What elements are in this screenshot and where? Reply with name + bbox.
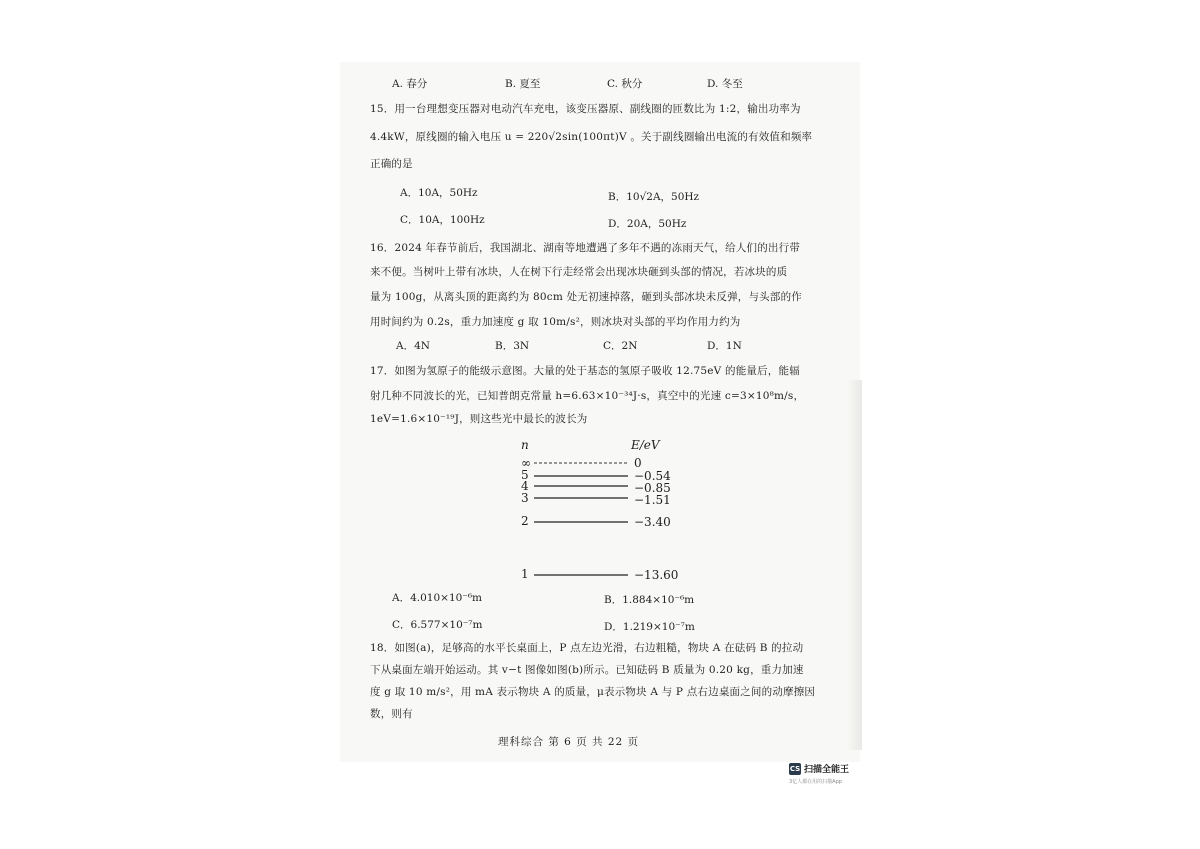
q17-option-b: B．1.884×10⁻⁶m — [604, 594, 695, 606]
level-e-5: −0.54 — [634, 469, 671, 483]
level-e-inf: 0 — [634, 456, 642, 470]
level-e-1: −13.60 — [634, 568, 679, 582]
camscanner-name: 扫描全能王 — [804, 765, 850, 775]
q16-text-line4: 用时间约为 0.2s，重力加速度 g 取 10m/s²，则冰块对头部的平均作用力约为 — [370, 316, 741, 328]
page-footer: 理科综合 第 6 页 共 22 页 — [498, 736, 640, 748]
q15-option-a: A．10A，50Hz — [400, 187, 478, 199]
q16-option-a: A．4N — [396, 340, 430, 352]
q17-option-a: A．4.010×10⁻⁶m — [392, 592, 483, 604]
q17-text-line1: 17．如图为氢原子的能级示意图。大量的处于基态的氢原子吸收 12.75eV 的能量后，能辐 — [370, 365, 800, 377]
level-n-2: 2 — [521, 514, 529, 528]
q16-text-line2: 来不便。当树叶上带有冰块，人在树下行走经常会出现冰块砸到头部的情况，若冰块的质 — [370, 266, 788, 278]
q17-text-line2: 射几种不同波长的光，已知普朗克常量 h=6.63×10⁻³⁴J·s，真空中的光速 c=3×10⁸m/s， — [370, 390, 805, 402]
q14-option-b: B. 夏至 — [505, 78, 541, 90]
level-n-5: 5 — [521, 468, 529, 482]
q15-option-c: C．10A，100Hz — [400, 214, 485, 226]
q15-text-line1: 15．用一台理想变压器对电动汽车充电，该变压器原、副线圈的匝数比为 1:2，输出功率为 — [370, 103, 801, 115]
q17-option-d: D．1.219×10⁻⁷m — [604, 621, 695, 633]
level-e-4: −0.85 — [634, 481, 671, 495]
q18-text-line4: 数，则有 — [370, 708, 413, 720]
level-n-inf: ∞ — [521, 456, 531, 470]
q16-text-line1: 16．2024 年春节前后，我国湖北、湖南等地遭遇了多年不遇的冻雨天气，给人们的出行带 — [370, 242, 801, 254]
level-n-1: 1 — [521, 567, 529, 581]
q14-option-c: C. 秋分 — [607, 78, 643, 90]
q17-text-line3: 1eV=1.6×10⁻¹⁹J，则这些光中最长的波长为 — [370, 413, 588, 425]
camscanner-logo-icon: CS — [789, 765, 801, 773]
q16-option-d: D．1N — [707, 340, 742, 352]
q18-text-line3: 度 g 取 10 m/s²，用 mA 表示物块 A 的质量，μ表示物块 A 与 P 点右边桌面之间的动摩擦因 — [370, 686, 816, 698]
q15-text-line3: 正确的是 — [370, 158, 413, 170]
level-e-2: −3.40 — [634, 515, 671, 529]
diagram-e-header: E/eV — [631, 438, 660, 452]
q14-option-a: A. 春分 — [392, 78, 428, 90]
q16-text-line3: 量为 100g，从离头顶的距离约为 80cm 处无初速掉落，砸到头部冰块未反弹，与头部的作 — [370, 291, 802, 303]
level-n-3: 3 — [521, 491, 529, 505]
q18-text-line2: 下从桌面左端开始运动。其 v−t 图像如图(b)所示。已知砝码 B 质量为 0.20 kg，重力加速 — [370, 664, 804, 676]
q18-text-line1: 18．如图(a)，足够高的水平长桌面上，P 点左边光滑，右边粗糙，物块 A 在砝码 B 的拉动 — [370, 642, 804, 654]
q17-option-c: C．6.577×10⁻⁷m — [392, 619, 483, 631]
q15-text-line2: 4.4kW，原线圈的输入电压 u = 220√2sin(100πt)V 。关于副线圈输出电流的有效值和频率 — [370, 131, 813, 143]
level-e-3: −1.51 — [634, 493, 671, 507]
q14-option-d: D. 冬至 — [707, 78, 743, 90]
level-n-4: 4 — [521, 479, 529, 493]
camscanner-tagline: 3亿人都在用的扫描App — [789, 779, 842, 785]
energy-level-diagram — [500, 436, 700, 586]
q15-option-b: B．10√2A，50Hz — [608, 191, 700, 203]
q15-option-d: D．20A，50Hz — [608, 218, 687, 230]
diagram-n-header: n — [521, 438, 529, 452]
q16-option-c: C．2N — [603, 340, 638, 352]
page-edge-shadow — [848, 380, 862, 750]
q16-option-b: B．3N — [495, 340, 530, 352]
